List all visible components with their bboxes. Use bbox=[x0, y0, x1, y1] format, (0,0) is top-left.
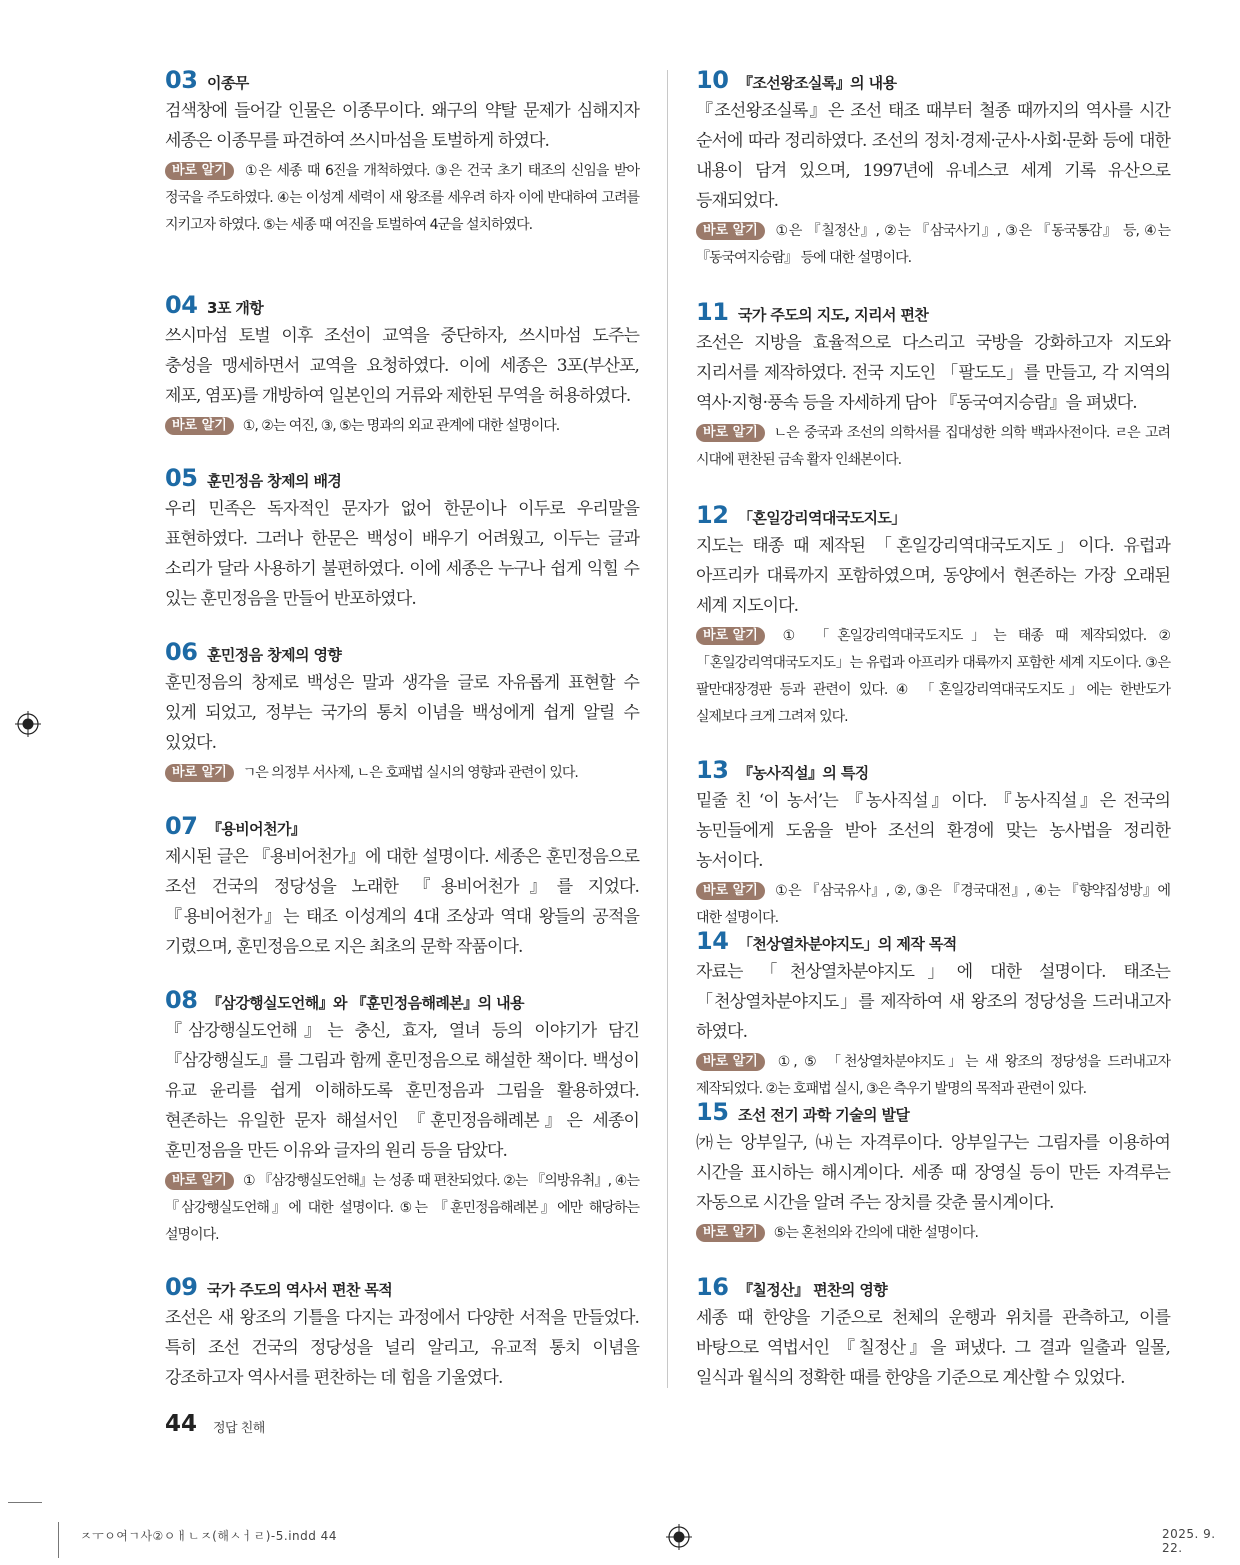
answer-item bbox=[696, 927, 1170, 1103]
item-title: 『조선왕조실록』의 내용 bbox=[738, 74, 897, 92]
note-text: ㄱ은 의정부 서사제, ㄴ은 호패법 실시의 영향과 관련이 있다. bbox=[242, 765, 578, 781]
correction-note bbox=[165, 158, 639, 239]
item-number: 04 bbox=[165, 291, 198, 319]
note-text: ①, ②는 여진, ③, ⑤는 명과의 외교 관계에 대한 설명이다. bbox=[242, 418, 560, 434]
slug-date: 2025. 9. 22. bbox=[1162, 1527, 1216, 1555]
answer-item bbox=[696, 501, 1170, 731]
item-title: 「혼일강리역대국도지도」 bbox=[738, 509, 906, 527]
note-text: ㄴ은 중국과 조선의 의학서를 집대성한 의학 백과사전이다. ㄹ은 고려 시대에 편찬된 금속 활자 인쇄본이다. bbox=[696, 425, 1170, 468]
item-title: 이종무 bbox=[207, 74, 249, 92]
item-number: 07 bbox=[165, 812, 198, 840]
item-title: 국가 주도의 역사서 편찬 목적 bbox=[207, 1281, 393, 1299]
registration-mark-icon bbox=[666, 1524, 692, 1550]
explanation: 자료는 「천상열차분야지도」에 대한 설명이다. 태조는 「천상열차분야지도」를 제작하여 새 왕조의 정당성을 드러내고자 하였다. bbox=[696, 962, 1170, 1042]
item-number: 09 bbox=[165, 1273, 198, 1301]
correction-note bbox=[165, 413, 639, 440]
badge-label: 바로 알기 bbox=[696, 882, 765, 900]
item-number: 12 bbox=[696, 501, 729, 529]
explanation: 제시된 글은 『용비어천가』에 대한 설명이다. 세종은 훈민정음으로 조선 건국의 정당성을 노래한 『용비어천가』를 지었다. 『용비어천가』는 태조 이성계의 4대 조상과 역대 왕들의 공적을 기렸으며, 훈민정음으로 지은 최초의 문학 작품이다. bbox=[165, 847, 639, 957]
slug-filename: ㅈㅜㅇ여ㄱ사②ㅇㅐㄴㅈ(해ㅅㅓㄹ)-5.indd 44 bbox=[80, 1529, 337, 1543]
registration-mark-icon bbox=[15, 711, 41, 737]
answer-item bbox=[696, 298, 1170, 474]
correction-note bbox=[165, 760, 639, 787]
item-number: 10 bbox=[696, 66, 729, 94]
item-number: 11 bbox=[696, 298, 729, 326]
item-title: 『용비어천가』 bbox=[207, 820, 306, 838]
crop-mark bbox=[8, 1502, 42, 1503]
explanation: ㈎는 앙부일구, ㈏는 자격루이다. 앙부일구는 그림자를 이용하여 시간을 표시하는 해시계이다. 세종 때 장영실 등이 만든 자격루는 자동으로 시간을 알려 주는 장치를 갖춘 물시계이다. bbox=[696, 1133, 1170, 1213]
answer-item bbox=[165, 1273, 639, 1393]
note-text: ①은 『삼국유사』, ②, ③은 『경국대전』, ④는 『향약집성방』에 대한 설명이다. bbox=[696, 883, 1170, 926]
answer-item bbox=[696, 1098, 1170, 1247]
correction-note bbox=[696, 878, 1170, 932]
explanation: 조선은 지방을 효율적으로 다스리고 국방을 강화하고자 지도와 지리서를 제작하였다. 전국 지도인 「팔도도」를 만들고, 각 지역의 역사·지형·풍속 등을 자세하게 담아 『동국여지승람』을 펴냈다. bbox=[696, 333, 1170, 413]
item-title: 조선 전기 과학 기술의 발달 bbox=[738, 1106, 910, 1124]
note-text: ① 「혼일강리역대국도지도」는 태종 때 제작되었다. ② 「혼일강리역대국도지도」는 유럽과 아프리카 대륙까지 포함한 세계 지도이다. ③은 팔만대장경판 등과 관련이 있다. ④ 「혼일강리역대국도지도」에는 한반도가 실제보다 크게 그려져 있다. bbox=[696, 628, 1170, 725]
explanation: 검색창에 들어갈 인물은 이종무이다. 왜구의 약탈 문제가 심해지자 세종은 이종무를 파견하여 쓰시마섬을 토벌하게 하였다. bbox=[165, 101, 639, 151]
item-number: 15 bbox=[696, 1098, 729, 1126]
answer-item bbox=[165, 66, 639, 239]
badge-label: 바로 알기 bbox=[696, 222, 765, 240]
badge-label: 바로 알기 bbox=[165, 764, 234, 782]
answer-item bbox=[165, 986, 639, 1249]
footer-label: 정답 친해 bbox=[213, 1421, 265, 1436]
item-number: 06 bbox=[165, 638, 198, 666]
badge-label: 바로 알기 bbox=[165, 417, 234, 435]
item-title: 『칠정산』 편찬의 영향 bbox=[738, 1281, 888, 1299]
answer-item bbox=[165, 812, 639, 962]
badge-label: 바로 알기 bbox=[165, 162, 234, 180]
item-title: 「천상열차분야지도」의 제작 목적 bbox=[738, 935, 957, 953]
explanation: 『삼강행실도언해』는 충신, 효자, 열녀 등의 이야기가 담긴 『삼강행실도』를 그림과 함께 훈민정음으로 해설한 책이다. 백성이 유교 윤리를 쉽게 이해하도록 훈민정음과 그림을 활용하였다. 현존하는 유일한 문자 해설서인 『훈민정음해례본』은 세종이 훈민정음을 만든 이유와 글자의 원리 등을 담았다. bbox=[165, 1021, 639, 1161]
item-number: 14 bbox=[696, 927, 729, 955]
note-text: ① 『삼강행실도언해』는 성종 때 편찬되었다. ②는 『의방유취』, ④는 『삼강행실도언해』에 대한 설명이다. ⑤는 『훈민정음해례본』에만 해당하는 설명이다. bbox=[165, 1173, 639, 1243]
note-text: ①은 세종 때 6진을 개척하였다. ③은 건국 초기 태조의 신임을 받아 정국을 주도하였다. ④는 이성계 세력이 새 왕조를 세우려 하자 이에 반대하여 고려를 지키고자 하였다. ⑤는 세종 때 여진을 토벌하여 4군을 설치하였다. bbox=[165, 163, 639, 233]
note-text: ⑤는 혼천의와 간의에 대한 설명이다. bbox=[773, 1225, 978, 1241]
explanation: 조선은 새 왕조의 기틀을 다지는 과정에서 다양한 서적을 만들었다. 특히 조선 건국의 정당성을 널리 알리고, 유교적 통치 이념을 강조하고자 역사서를 편찬하는 데 힘을 기울였다. bbox=[165, 1308, 639, 1388]
explanation: 쓰시마섬 토벌 이후 조선이 교역을 중단하자, 쓰시마섬 도주는 충성을 맹세하면서 교역을 요청하였다. 이에 세종은 3포(부산포, 제포, 염포)를 개방하여 일본인의 거류와 제한된 무역을 허용하였다. bbox=[165, 326, 639, 406]
explanation: 밑줄 친 ‘이 농서’는 『농사직설』이다. 『농사직설』은 전국의 농민들에게 도움을 받아 조선의 환경에 맞는 농사법을 정리한 농서이다. bbox=[696, 791, 1170, 871]
note-text: ①은 『칠정산』, ②는 『삼국사기』, ③은 『동국통감』 등, ④는 『동국여지승람』 등에 대한 설명이다. bbox=[696, 223, 1170, 266]
crop-mark bbox=[58, 1522, 59, 1558]
badge-label: 바로 알기 bbox=[696, 424, 765, 442]
correction-note bbox=[696, 623, 1170, 731]
badge-label: 바로 알기 bbox=[165, 1172, 234, 1190]
answer-item bbox=[696, 756, 1170, 932]
correction-note bbox=[165, 1168, 639, 1249]
correction-note bbox=[696, 1220, 1170, 1247]
badge-label: 바로 알기 bbox=[696, 1224, 765, 1242]
explanation: 지도는 태종 때 제작된 「혼일강리역대국도지도」이다. 유럽과 아프리카 대륙까지 포함하였으며, 동양에서 현존하는 가장 오래된 세계 지도이다. bbox=[696, 536, 1170, 616]
explanation: 『조선왕조실록』은 조선 태조 때부터 철종 때까지의 역사를 시간 순서에 따라 정리하였다. 조선의 정치·경제·군사·사회·문화 등에 대한 내용이 담겨 있으며, 1997년에 유네스코 세계 기록 유산으로 등재되었다. bbox=[696, 101, 1170, 211]
item-title: 『삼강행실도언해』와 『훈민정음해례본』의 내용 bbox=[207, 994, 524, 1012]
item-number: 08 bbox=[165, 986, 198, 1014]
answer-item bbox=[696, 66, 1170, 272]
explanation: 훈민정음의 창제로 백성은 말과 생각을 글로 자유롭게 표현할 수 있게 되었고, 정부는 국가의 통치 이념을 백성에게 쉽게 알릴 수 있었다. bbox=[165, 673, 639, 753]
item-title: 3포 개항 bbox=[207, 299, 264, 317]
item-number: 03 bbox=[165, 66, 198, 94]
answer-item bbox=[165, 638, 639, 787]
explanation: 세종 때 한양을 기준으로 천체의 운행과 위치를 관측하고, 이를 바탕으로 역법서인 『칠정산』을 펴냈다. 그 결과 일출과 일몰, 일식과 월식의 정확한 때를 한양을 기준으로 계산할 수 있었다. bbox=[696, 1308, 1170, 1388]
note-text: ①, ⑤ 「천상열차분야지도」는 새 왕조의 정당성을 드러내고자 제작되었다. ②는 호패법 실시, ③은 측우기 발명의 목적과 관련이 있다. bbox=[696, 1054, 1170, 1097]
item-title: 국가 주도의 지도, 지리서 편찬 bbox=[738, 306, 929, 324]
badge-label: 바로 알기 bbox=[696, 1053, 765, 1071]
answer-item bbox=[165, 464, 639, 614]
badge-label: 바로 알기 bbox=[696, 627, 765, 645]
answer-item bbox=[696, 1273, 1170, 1393]
item-title: 훈민정음 창제의 배경 bbox=[207, 472, 342, 490]
item-number: 05 bbox=[165, 464, 198, 492]
item-number: 13 bbox=[696, 756, 729, 784]
item-title: 『농사직설』의 특징 bbox=[738, 764, 869, 782]
correction-note bbox=[696, 1049, 1170, 1103]
item-title: 훈민정음 창제의 영향 bbox=[207, 646, 342, 664]
correction-note bbox=[696, 218, 1170, 272]
correction-note bbox=[696, 420, 1170, 474]
page-number: 44 bbox=[165, 1411, 198, 1437]
item-number: 16 bbox=[696, 1273, 729, 1301]
answer-item bbox=[165, 291, 639, 440]
explanation: 우리 민족은 독자적인 문자가 없어 한문이나 이두로 우리말을 표현하였다. 그러나 한문은 백성이 배우기 어려웠고, 이두는 글과 소리가 달라 사용하기 불편하였다. 이에 세종은 누구나 쉽게 익힐 수 있는 훈민정음을 만들어 반포하였다. bbox=[165, 499, 639, 609]
column-divider bbox=[667, 70, 668, 1388]
